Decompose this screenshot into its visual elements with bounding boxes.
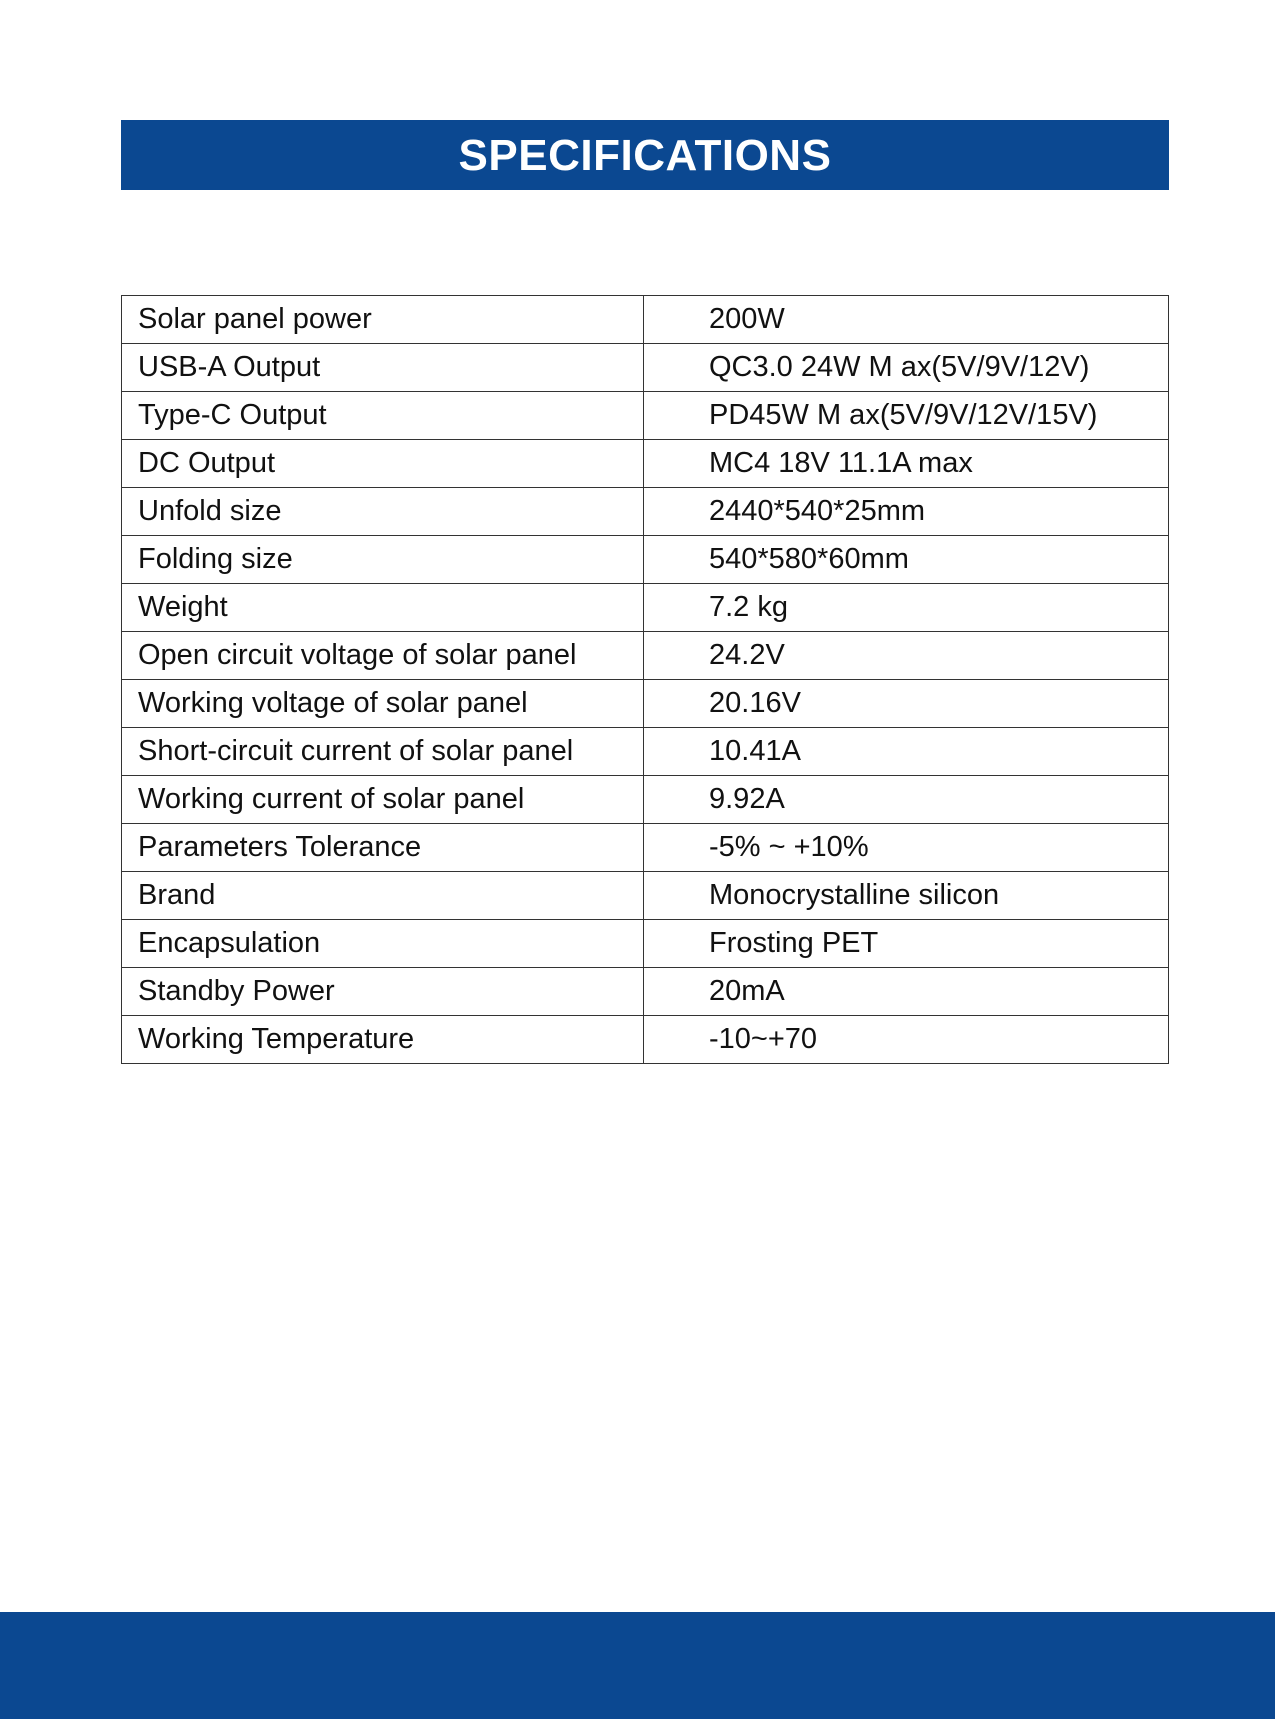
spec-label: Working current of solar panel <box>122 776 644 824</box>
spec-label: Weight <box>122 584 644 632</box>
spec-label: DC Output <box>122 440 644 488</box>
spec-label: Short-circuit current of solar panel <box>122 728 644 776</box>
spec-value: 7.2 kg <box>644 584 1169 632</box>
spec-label: Encapsulation <box>122 920 644 968</box>
spec-value: -5% ~ +10% <box>644 824 1169 872</box>
spec-label: Brand <box>122 872 644 920</box>
spec-value: MC4 18V 11.1A max <box>644 440 1169 488</box>
table-row <box>122 632 1169 680</box>
spec-value: 200W <box>644 296 1169 344</box>
page-title: SPECIFICATIONS <box>458 131 832 180</box>
table-row <box>122 440 1169 488</box>
spec-label: Folding size <box>122 536 644 584</box>
spec-value: Frosting PET <box>644 920 1169 968</box>
footer-band <box>0 1612 1275 1719</box>
spec-value: QC3.0 24W M ax(5V/9V/12V) <box>644 344 1169 392</box>
spec-value: 24.2V <box>644 632 1169 680</box>
table-row <box>122 728 1169 776</box>
table-row <box>122 584 1169 632</box>
spec-label: Standby Power <box>122 968 644 1016</box>
spec-label: Unfold size <box>122 488 644 536</box>
table-row <box>122 920 1169 968</box>
spec-label: Parameters Tolerance <box>122 824 644 872</box>
spec-value: 2440*540*25mm <box>644 488 1169 536</box>
spec-label: Type-C Output <box>122 392 644 440</box>
spec-value: 20mA <box>644 968 1169 1016</box>
spec-value: 20.16V <box>644 680 1169 728</box>
table-row <box>122 536 1169 584</box>
spec-value: 540*580*60mm <box>644 536 1169 584</box>
spec-value: 9.92A <box>644 776 1169 824</box>
table-row <box>122 776 1169 824</box>
spec-label: USB-A Output <box>122 344 644 392</box>
specifications-banner <box>121 120 1169 190</box>
spec-label: Solar panel power <box>122 296 644 344</box>
table-row <box>122 344 1169 392</box>
table-row <box>122 680 1169 728</box>
spec-label: Working voltage of solar panel <box>122 680 644 728</box>
table-row <box>122 1016 1169 1064</box>
spec-label: Working Temperature <box>122 1016 644 1064</box>
table-row <box>122 968 1169 1016</box>
table-row <box>122 488 1169 536</box>
spec-value: PD45W M ax(5V/9V/12V/15V) <box>644 392 1169 440</box>
spec-value: 10.41A <box>644 728 1169 776</box>
table-row <box>122 824 1169 872</box>
table-row <box>122 296 1169 344</box>
spec-value: Monocrystalline silicon <box>644 872 1169 920</box>
table-row <box>122 872 1169 920</box>
spec-value: -10~+70 <box>644 1016 1169 1064</box>
specifications-table <box>121 295 1169 1064</box>
table-row <box>122 392 1169 440</box>
spec-label: Open circuit voltage of solar panel <box>122 632 644 680</box>
